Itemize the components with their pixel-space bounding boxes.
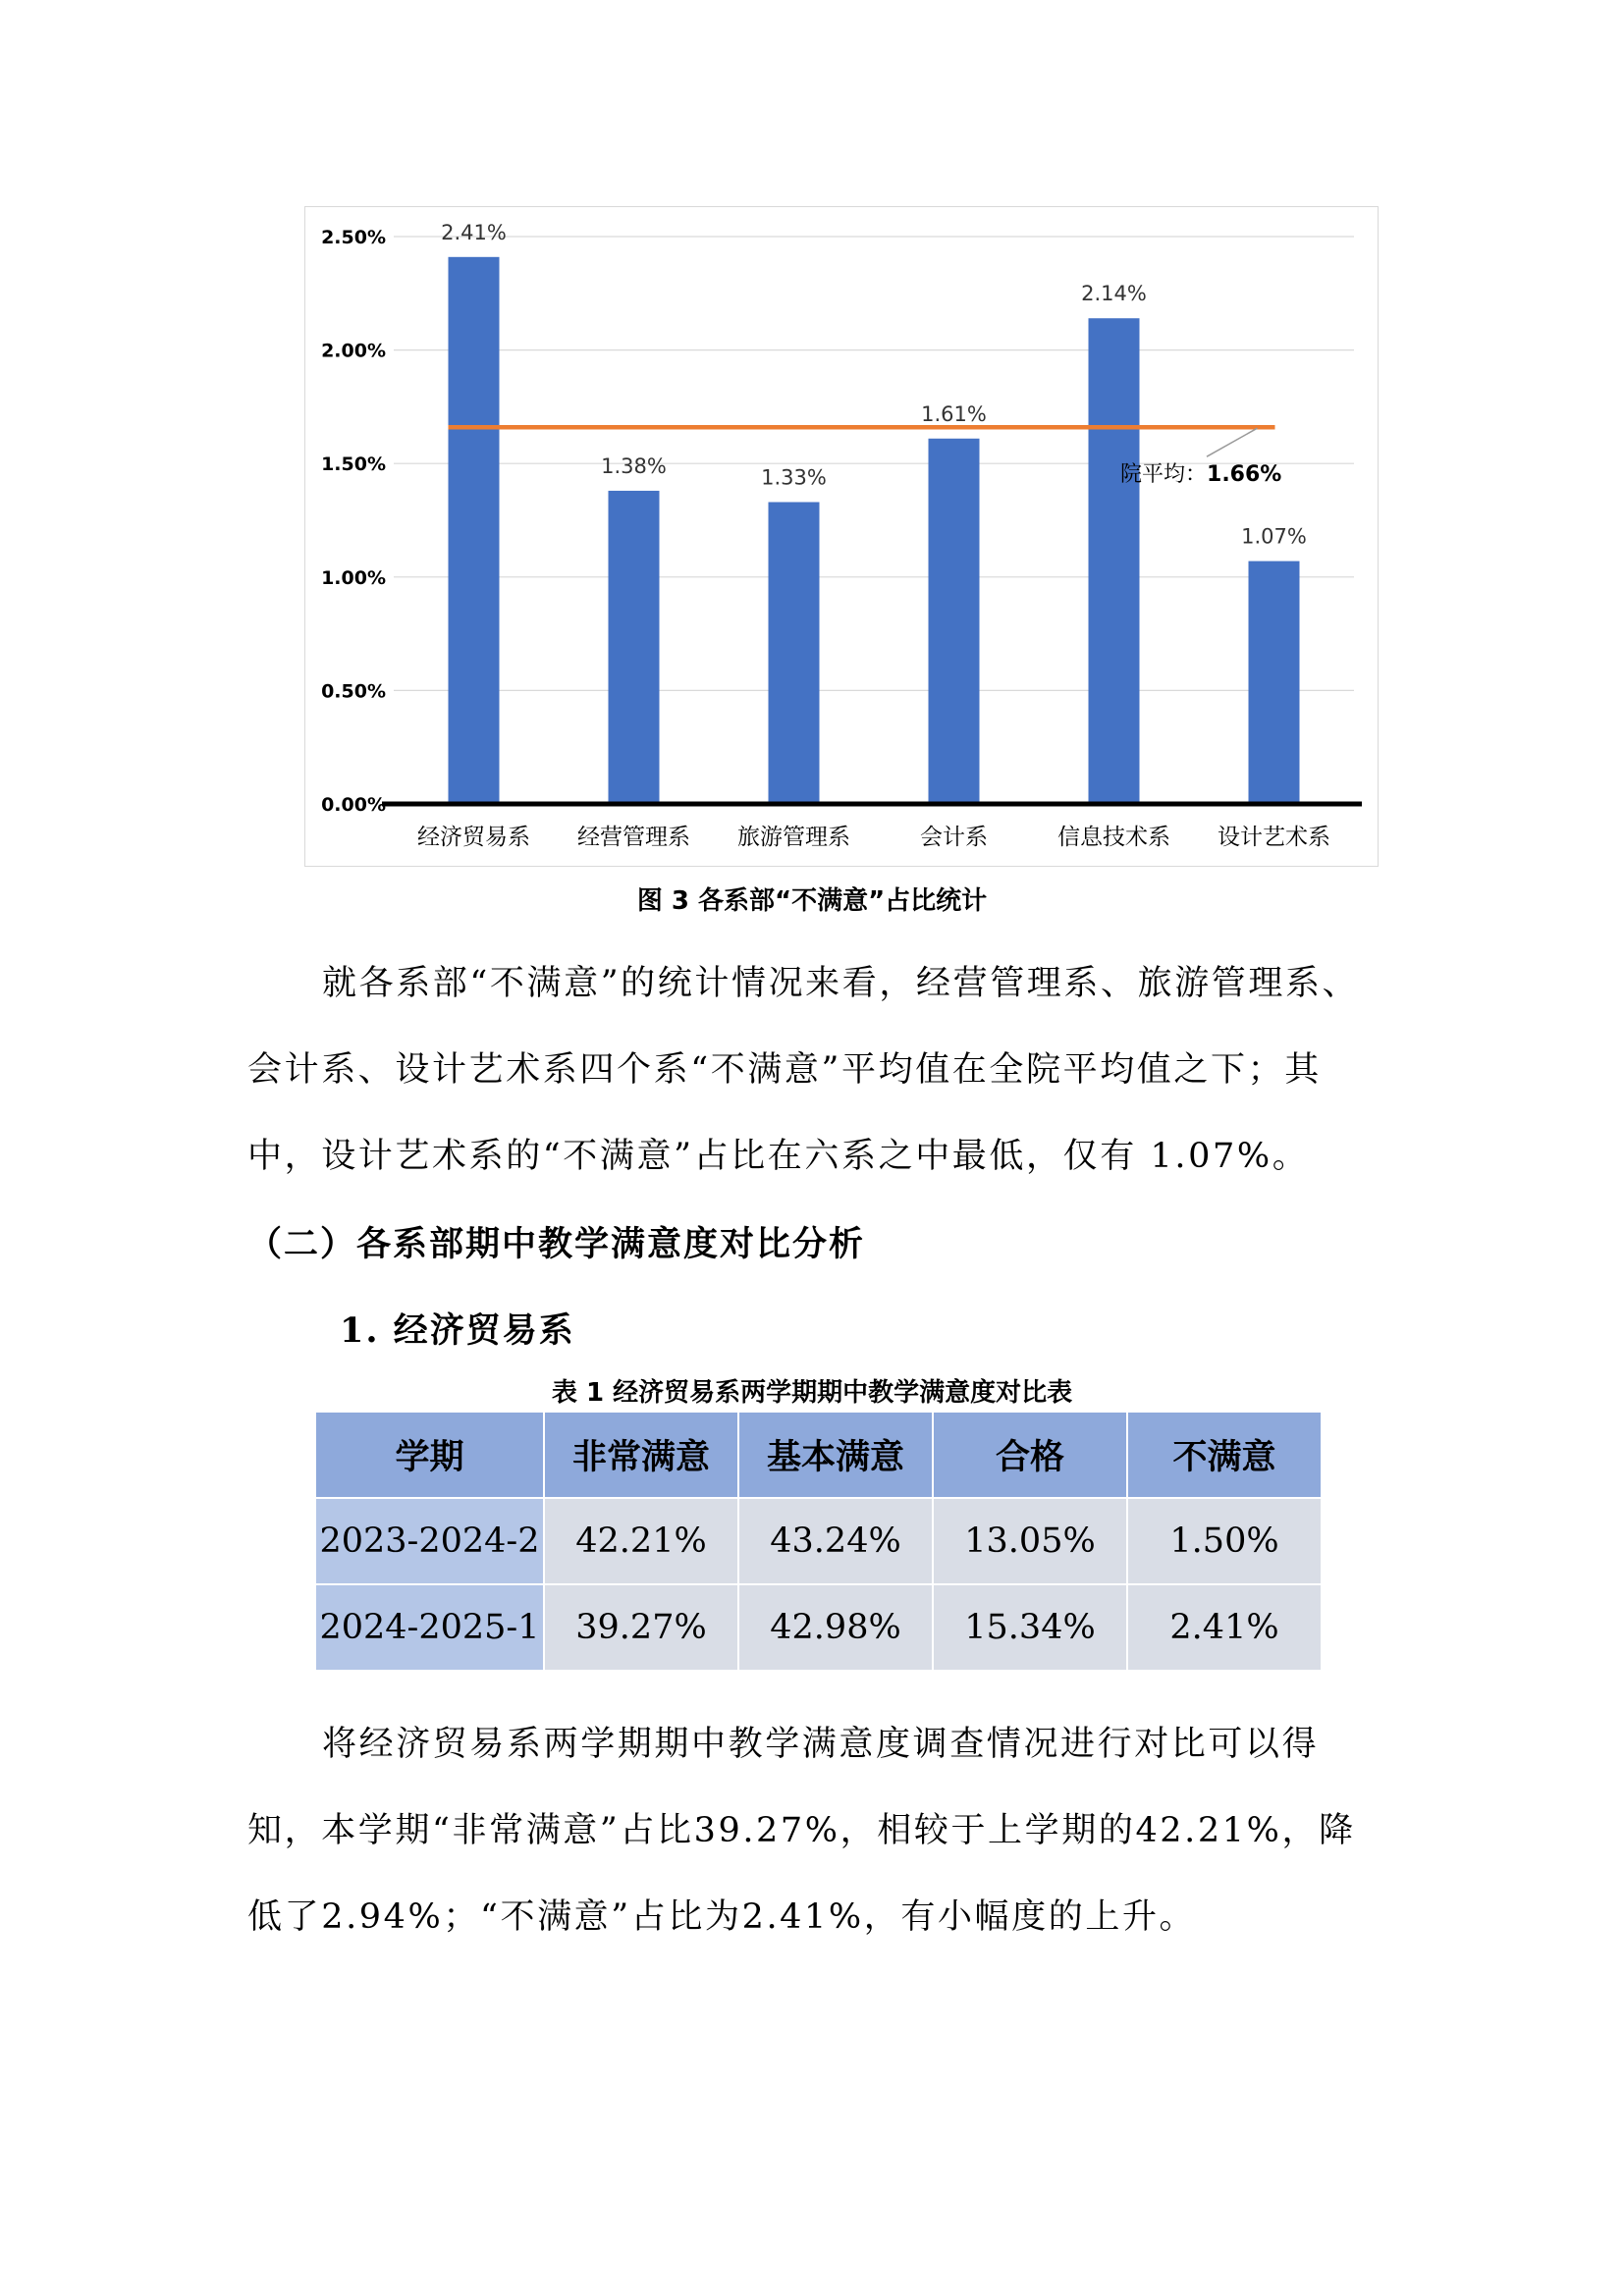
header-cell-dissatisfied: 不满意 [1127,1412,1322,1498]
bar-5 [1089,318,1140,804]
table-cell: 2024-2025-1 [315,1584,544,1671]
average-label-leader-line [1207,428,1258,456]
table-cell: 15.34% [933,1584,1127,1671]
header-cell-semester: 学期 [315,1412,544,1498]
x-tick-label: 会计系 [920,825,988,850]
figure-caption: 图 3 各系部“不满意”占比统计 [636,886,988,916]
bar-2 [609,491,660,804]
section-heading: （二）各系部期中教学满意度对比分析 [247,1224,866,1264]
bar-6 [1249,561,1300,804]
y-tick-label: 0.50% [321,680,386,703]
y-tick-label: 1.00% [321,566,386,589]
table-cell: 13.05% [933,1498,1127,1584]
data-label: 1.38% [601,454,667,478]
x-tick-label: 信息技术系 [1057,825,1170,850]
data-label: 1.61% [921,401,987,426]
y-tick-label: 2.00% [321,340,386,362]
table-cell: 42.98% [738,1584,933,1671]
data-label: 2.14% [1081,282,1147,306]
y-tick-label: 1.50% [321,454,386,476]
x-tick-label: 旅游管理系 [737,825,850,850]
data-label: 1.33% [761,465,827,490]
x-tick-label: 经济贸易系 [417,825,530,850]
table-caption: 表 1 经济贸易系两学期期中教学满意度对比表 [551,1378,1073,1408]
data-label: 1.07% [1241,524,1307,549]
data-label: 2.41% [441,220,507,244]
table-cell: 2.41% [1127,1584,1322,1671]
bar-3 [769,503,820,804]
x-tick-label: 设计艺术系 [1218,825,1330,850]
y-tick-label: 2.50% [321,227,386,248]
table-cell: 2023-2024-2 [315,1498,544,1584]
bar-1 [449,257,500,804]
table-cell: 1.50% [1127,1498,1322,1584]
table-cell: 42.21% [544,1498,738,1584]
header-cell-very-satisfied: 非常满意 [544,1412,738,1498]
bar-4 [929,439,980,804]
table-row [315,1584,1322,1671]
table-row [315,1498,1322,1584]
satisfaction-comparison-table [314,1411,1323,1672]
y-tick-label: 0.00% [321,794,386,816]
average-label: 院平均：1.66% [1120,462,1282,488]
table-header-row [315,1412,1322,1498]
table-cell: 39.27% [544,1584,738,1671]
header-cell-basically-satisfied: 基本满意 [738,1412,933,1498]
x-tick-label: 经营管理系 [577,825,690,850]
table-cell: 43.24% [738,1498,933,1584]
subsection-heading: 1. 经济贸易系 [340,1310,575,1351]
bar-chart [304,206,1379,867]
chart-canvas [305,207,1380,868]
paragraph-analysis-summary: 就各系部“不满意”的统计情况来看，经营管理系、旅游管理系、会计系、设计艺术系四个系“不满意”平均值在全院平均值之下；其中，设计艺术系的“不满意”占比在六系之中最低，仅有 1.07%。 [247,964,1360,1176]
paragraph-department-comparison: 将经济贸易系两学期期中教学满意度调查情况进行对比可以得知，本学期“非常满意”占比39.27%，相较于上学期的42.21%，降低了2.94%；“不满意”占比为2.41%，有小幅度的上升。 [247,1725,1356,1937]
header-cell-qualified: 合格 [933,1412,1127,1498]
